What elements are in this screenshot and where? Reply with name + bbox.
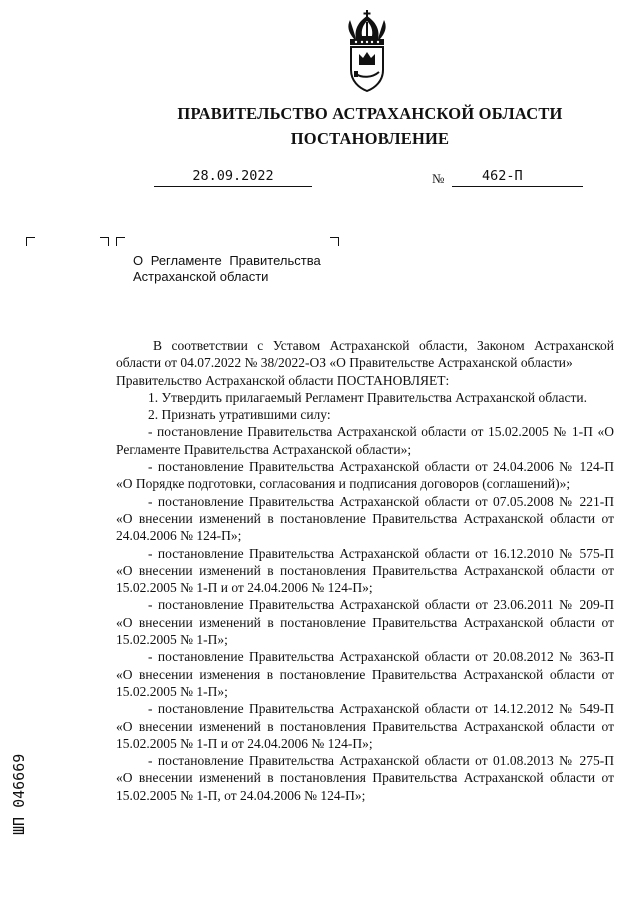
decree-body: [116, 337, 614, 804]
list-item: - постановление Правительства Астраханской области от 24.04.2006 № 124-П «О Порядке подготовки, согласования и подписания договоров (соглашений)»;: [116, 459, 614, 492]
corner-mark-top-left: [26, 237, 35, 246]
decree-subject: [133, 253, 333, 285]
resolves-line: Правительство Астраханской области ПОСТАНОВЛЯЕТ:: [116, 372, 450, 388]
list-item: - постановление Правительства Астраханской области от 01.08.2013 № 275-П «О внесении изменений в постановления Правительства Астраханской области от 15.02.2005 № 1-П, от 24.04.2006 № 124-П»;: [116, 753, 614, 803]
number-sign: №: [432, 171, 445, 186]
item-1: 1. Утвердить прилагаемый Регламент Правительства Астраханской области.: [148, 389, 587, 405]
list-item: - постановление Правительства Астраханской области от 20.08.2012 № 363-П «О внесении изменения в постановление Правительства Астраханской области от 15.02.2005 № 1-П»;: [116, 649, 614, 699]
preamble: В соответствии с Уставом Астраханской области, Законом Астраханской области от 04.07.2022 № 38/2022-ОЗ «О Правительстве Астраханской области»: [116, 338, 614, 371]
list-item: - постановление Правительства Астраханской области от 15.02.2005 № 1-П «О Регламенте Правительства Астраханской области»;: [116, 424, 614, 457]
list-item: - постановление Правительства Астраханской области от 16.12.2010 № 575-П «О внесении изменений в постановления Правительства Астраханской области от 15.02.2005 № 1-П и от 24.04.2006 № 124-П»;: [116, 545, 614, 596]
corner-mark-left-close: [100, 237, 109, 246]
list-item: - постановление Правительства Астраханской области от 14.12.2012 № 549-П «О внесении изменений в постановления Правительства Астраханской области от 15.02.2005 № 1-П и от 24.04.2006 № 124-П»;: [116, 701, 614, 751]
side-stamp: ШП 046669: [10, 753, 28, 835]
government-name: ПРАВИТЕЛЬСТВО АСТРАХАНСКОЙ ОБЛАСТИ: [177, 104, 563, 123]
subject-line-2: Астраханской области: [133, 269, 269, 284]
item-2: 2. Признать утратившими силу:: [148, 407, 331, 423]
corner-mark-subject-close: [330, 237, 339, 246]
decree-number: 462-П: [482, 168, 523, 184]
document-type: ПОСТАНОВЛЕНИЕ: [290, 129, 450, 148]
subject-line-1: О Регламенте Правительства: [133, 253, 321, 268]
decree-date: 28.09.2022: [154, 168, 312, 187]
corner-mark-subject-open: [116, 237, 125, 246]
list-item: - постановление Правительства Астраханской области от 23.06.2011 № 209-П «О внесении изменений в постановление Правительства Астраханской области от 15.02.2005 № 1-П»;: [116, 597, 614, 648]
decree-number-field: [452, 168, 583, 187]
coat-of-arms-icon: [344, 10, 390, 92]
list-item: - постановление Правительства Астраханской области от 07.05.2008 № 221-П «О внесении изменений в постановление Правительства Астраханской области от 24.04.2006 № 124-П»;: [116, 493, 614, 544]
